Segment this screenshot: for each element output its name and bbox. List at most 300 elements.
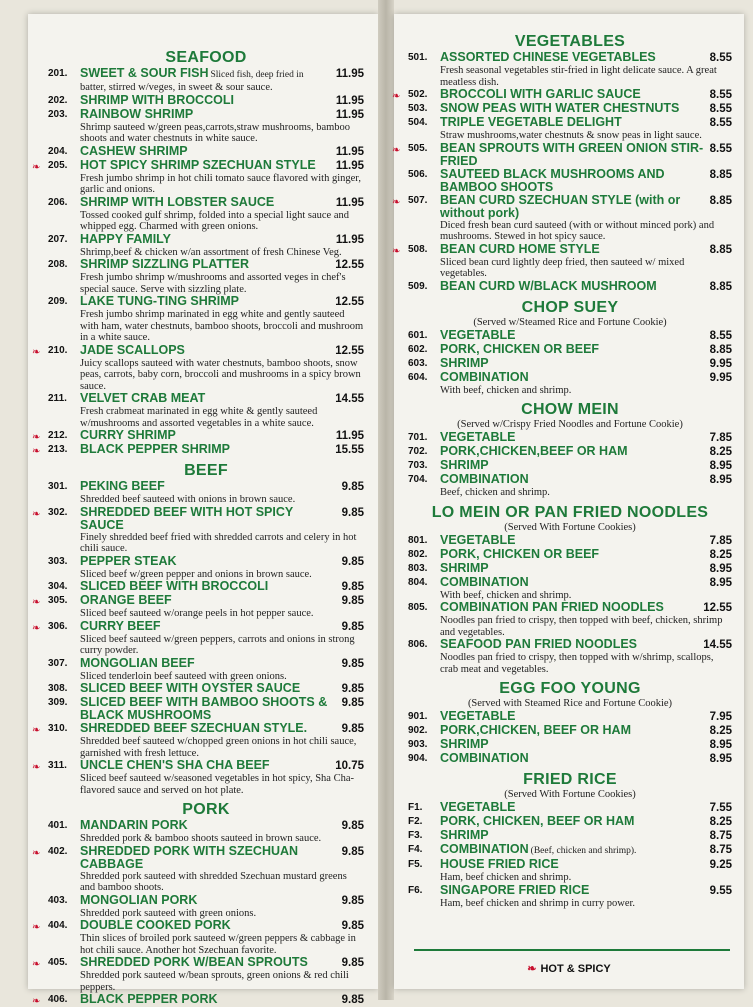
item-name-text: COMBINATION (440, 369, 529, 384)
section-title: PORK (182, 801, 230, 818)
item-name-text: UNCLE CHEN'S SHA CHA BEEF (80, 758, 270, 772)
item-name-line (80, 580, 364, 594)
menu-item (408, 280, 732, 294)
item-number: F2. (408, 816, 423, 827)
section-title: FRIED RICE (523, 771, 617, 788)
item-name-line (440, 445, 732, 459)
item-price: 9.85 (341, 581, 364, 593)
item-description: Fresh crabmeat marinated in egg white & gently sauteed w/mushrooms and assorted vegetables in a white sauce. (80, 406, 318, 429)
hot-pepper-icon: ❧ (32, 847, 41, 859)
item-name (440, 576, 706, 589)
item-number: 205. (48, 159, 68, 171)
item-name (80, 620, 338, 633)
item-name-text: COMBINATION (440, 472, 529, 486)
menu-item (48, 196, 364, 233)
hot-pepper-icon: ❧ (32, 725, 41, 736)
item-description: Noodles pan fried to crispy, then topped with w/shrimp, scallops, crab meat and vegetables. (440, 652, 714, 675)
item-name (440, 343, 706, 356)
item-number: 604. (408, 371, 428, 383)
item-price: 8.55 (709, 103, 732, 115)
item-name (80, 993, 338, 1006)
item-description: With beef, chicken and shrimp. (440, 589, 572, 601)
item-name-text: VEGETABLE (440, 709, 516, 723)
item-description: Thin slices of broiled pork sauteed w/green peppers & cabbage in hot chili sauce. Another hot Szechuan favorite. (80, 933, 356, 956)
hot-pepper-icon: ❧ (32, 622, 41, 634)
menu-column-right (392, 32, 732, 909)
menu-item (48, 682, 364, 696)
item-name-text: MANDARIN PORK (80, 818, 188, 832)
item-name-line (80, 919, 364, 933)
item-name-text: SHREDDED PORK W/BEAN SPROUTS (80, 955, 308, 969)
item-name-line (80, 894, 364, 908)
item-name-line (440, 534, 732, 548)
menu-section (392, 32, 732, 294)
item-name (440, 843, 706, 858)
item-price: 9.85 (341, 595, 364, 607)
item-number: 802. (408, 548, 428, 560)
item-number: F1. (408, 802, 423, 813)
item-description: Sliced beef w/green pepper and onions in brown sauce. (80, 568, 312, 580)
item-name (80, 108, 332, 121)
item-price: 11.95 (335, 94, 364, 107)
hot-pepper-icon: ❧ (392, 91, 401, 102)
item-name-text: PEPPER STEAK (80, 553, 177, 568)
item-name-line (80, 759, 364, 773)
item-number: F5. (408, 859, 423, 870)
item-name (440, 329, 706, 342)
item-name-text: BEAN CURD SZECHUAN STYLE (with or without pork) (440, 192, 681, 220)
item-price: 12.55 (335, 344, 364, 357)
item-price: 8.25 (709, 816, 732, 828)
item-name-line (80, 429, 364, 443)
item-number: 403. (48, 894, 68, 906)
item-description: Straw mushrooms,water chestnuts & snow peas in light sauce. (440, 130, 702, 141)
item-name (80, 159, 332, 172)
menu-item (32, 157, 364, 196)
item-name-text: HOUSE FRIED RICE (440, 857, 559, 871)
item-name (80, 480, 338, 493)
item-number: 502. (408, 89, 428, 100)
item-name-text: HAPPY FAMILY (80, 231, 171, 246)
item-description: Shredded beef sauteed with onions in brown sauce. (80, 494, 296, 505)
menu-item (32, 721, 364, 759)
item-price: 9.85 (341, 845, 364, 858)
item-price: 8.25 (709, 446, 732, 458)
menu-section (408, 400, 732, 499)
item-name (80, 94, 332, 107)
item-name-text: DOUBLE COOKED PORK (80, 918, 231, 932)
legend-divider (414, 949, 730, 951)
item-number: 309. (48, 697, 68, 708)
item-name-line (440, 243, 732, 257)
item-description: Tossed cooked gulf shrimp, folded into a special light sauce and whipped egg. Charmed with green onions. (80, 209, 349, 232)
item-name (440, 710, 706, 723)
hot-pepper-icon: ❧ (32, 597, 41, 608)
item-name-line (80, 344, 364, 358)
item-description: Noodles pan fried to crispy, then topped with beef, chicken, shrimp and vegetables. (440, 615, 723, 638)
item-name (80, 722, 338, 735)
item-number: 207. (48, 233, 68, 245)
item-price: 8.55 (709, 89, 732, 101)
item-name (440, 473, 706, 486)
item-price: 8.55 (709, 142, 732, 155)
item-name-line (440, 431, 732, 445)
menu-item (32, 918, 364, 956)
item-name (80, 894, 338, 907)
item-name (440, 102, 706, 115)
item-price: 8.95 (709, 562, 732, 575)
menu-item (48, 894, 364, 920)
section-subtitle: (Served With Fortune Cookies) (504, 521, 636, 533)
item-name-text: JADE SCALLOPS (80, 342, 185, 357)
item-number: 310. (48, 723, 68, 734)
menu-item (408, 576, 732, 602)
item-number: 405. (48, 957, 68, 968)
item-name (80, 759, 331, 772)
item-name-line (80, 594, 364, 608)
item-description: Fresh jumbo shrimp w/mushrooms and assorted veges in chef's special sauce. Serve with sizzling plate. (80, 272, 346, 295)
section-subtitle: (Served w/Steamed Rice and Fortune Cookie) (473, 316, 667, 328)
item-name (440, 431, 706, 444)
item-name (80, 344, 331, 357)
item-name (80, 819, 338, 832)
item-name-line (440, 51, 732, 65)
item-name-text: COMBINATION PAN FRIED NOODLES (440, 600, 664, 614)
menu-item (408, 534, 732, 548)
item-name (80, 258, 331, 271)
item-name-text: SHREDDED PORK WITH SZECHUAN CABBAGE (80, 843, 299, 871)
item-name (440, 548, 706, 561)
item-inline-note: Sliced fish, deep fried in (210, 70, 304, 80)
item-name-line (80, 295, 364, 309)
item-name-text: SHRIMP WITH BROCCOLI (80, 92, 234, 107)
item-name-line (440, 724, 732, 738)
menu-item (32, 618, 364, 657)
item-name-text: CASHEW SHRIMP (80, 143, 188, 158)
item-price: 9.95 (709, 357, 732, 370)
menu-item (408, 884, 732, 910)
item-number: 311. (48, 760, 67, 771)
item-name (440, 51, 706, 64)
item-number: 801. (408, 534, 428, 546)
item-price: 8.25 (709, 725, 732, 737)
item-name-text: SHREDDED BEEF WITH HOT SPICY SAUCE (80, 504, 293, 532)
item-price: 10.75 (335, 760, 364, 772)
hot-pepper-icon: ❧ (32, 922, 41, 933)
menu-item (408, 829, 732, 843)
menu-section (408, 503, 732, 676)
item-price: 8.55 (709, 329, 732, 342)
section-title: CHOP SUEY (521, 298, 619, 316)
menu-item (32, 593, 364, 620)
menu-section (32, 48, 364, 457)
item-name-text: PORK,CHICKEN,BEEF OR HAM (440, 444, 628, 458)
item-name-line (80, 480, 364, 494)
item-name-line (440, 168, 732, 194)
item-number: 206. (48, 196, 68, 208)
item-name-line (80, 682, 364, 696)
item-description: batter, stirred w/veges, in sweet & sour sauce. (80, 82, 273, 93)
item-name-text: VEGETABLE (440, 430, 516, 444)
item-price: 9.85 (341, 697, 364, 709)
item-name-text: ASSORTED CHINESE VEGETABLES (440, 50, 656, 64)
item-number: 308. (48, 683, 68, 694)
item-name (440, 752, 706, 765)
hot-pepper-icon: ❧ (32, 432, 41, 443)
item-name-line (80, 145, 364, 159)
item-description: Fresh seasonal vegetables stir-fried in light delicate sauce. A great meatless dish. (440, 65, 717, 88)
item-price: 9.55 (709, 884, 732, 897)
section-title: SEAFOOD (165, 49, 247, 66)
menu-item (408, 858, 732, 884)
hot-spicy-legend (394, 962, 744, 975)
menu-item (48, 67, 364, 94)
item-name-text: SHRIMP (440, 355, 489, 370)
item-name-text: SWEET & SOUR FISH (80, 66, 209, 80)
item-name-line (80, 67, 364, 82)
item-name-line (440, 738, 732, 752)
item-name-text: HOT SPICY SHRIMP SZECHUAN STYLE (80, 157, 316, 172)
item-name-line (440, 116, 732, 130)
menu-item (32, 504, 364, 555)
section-title: LO MEIN OR PAN FRIED NOODLES (431, 503, 709, 521)
menu-item (408, 710, 732, 724)
section-title: VEGETABLES (514, 33, 626, 50)
item-number: 902. (408, 725, 428, 736)
item-description: Fresh jumbo shrimp in hot chili tomato sauce flavored with ginger, garlic and onions. (80, 172, 361, 195)
menu-section (408, 298, 732, 397)
item-price: 9.25 (709, 859, 732, 871)
item-name (440, 562, 706, 575)
item-price: 9.85 (341, 894, 364, 907)
menu-item (408, 431, 732, 445)
item-name-text: PORK,CHICKEN, BEEF OR HAM (440, 723, 631, 737)
item-name-line (80, 993, 364, 1007)
item-name-line (80, 722, 364, 736)
hot-pepper-icon: ❧ (392, 196, 401, 208)
menu-item (32, 843, 364, 894)
item-name (440, 638, 699, 651)
item-name (440, 601, 699, 614)
item-price: 9.95 (709, 371, 732, 384)
item-number: 204. (48, 145, 68, 157)
item-number: 201. (48, 68, 68, 79)
section-title: BEEF (184, 462, 228, 479)
menu-item (408, 473, 732, 499)
item-name-line (80, 845, 364, 871)
item-price: 9.85 (341, 820, 364, 832)
item-name-text: BLACK PEPPER PORK (80, 992, 218, 1006)
menu-item (408, 357, 732, 371)
menu-item (408, 752, 732, 766)
item-name-text: COMBINATION (440, 574, 529, 589)
menu-item (392, 192, 732, 243)
item-name (80, 696, 338, 722)
item-name (440, 801, 706, 814)
item-name-line (80, 620, 364, 634)
item-price: 11.95 (335, 68, 364, 80)
item-name-line (80, 555, 364, 569)
item-price: 12.55 (335, 259, 364, 271)
item-name (80, 919, 338, 932)
item-description: Shredded beef sauteed w/chopped green onions in hot chili sauce, garnished with fresh lettuce. (80, 736, 357, 759)
item-name (440, 243, 706, 256)
item-number: 507. (408, 194, 428, 206)
item-description: Finely shredded beef fried with shredded carrots and celery in hot chili sauce. (80, 531, 357, 554)
item-description: Shredded pork sauteed w/bean sprouts, green onions & red chili peppers. (80, 970, 349, 993)
item-name-text: CURRY BEEF (80, 618, 161, 633)
item-description: Fresh jumbo shrimp marinated in egg white and gently sauteed with ham, water chestnuts, bamboo shoots, broccoli and mushroom in a white sauce. (80, 309, 364, 343)
item-name-text: SLICED BEEF WITH BAMBOO SHOOTS & BLACK MUSHROOMS (80, 695, 328, 722)
hot-pepper-icon: ❧ (32, 996, 41, 1007)
item-name-text: COMBINATION (440, 751, 529, 765)
menu-item (408, 601, 732, 638)
item-price: 8.75 (709, 844, 732, 856)
item-price: 8.85 (709, 168, 732, 181)
item-number: 501. (408, 52, 428, 63)
item-name-line (440, 371, 732, 385)
item-name-text: TRIPLE VEGETABLE DELIGHT (440, 115, 622, 129)
item-price: 11.95 (335, 233, 364, 246)
item-number: 402. (48, 845, 68, 857)
item-name (80, 443, 331, 456)
menu-item (48, 108, 364, 145)
menu-item (408, 343, 732, 357)
item-price: 8.55 (709, 117, 732, 129)
item-name-line (440, 473, 732, 487)
item-name-line (440, 638, 732, 652)
item-name-line (80, 443, 364, 457)
item-name-line (440, 329, 732, 343)
item-name-line (440, 102, 732, 116)
item-price: 9.85 (341, 723, 364, 735)
item-name-line (440, 459, 732, 473)
menu-item (408, 562, 732, 576)
item-name-line (440, 858, 732, 872)
item-name-line (440, 815, 732, 829)
item-number: 305. (48, 595, 68, 606)
item-price: 8.95 (709, 739, 732, 751)
item-number: 307. (48, 657, 68, 669)
item-name (80, 580, 338, 593)
menu-item (48, 94, 364, 108)
item-name-text: SHRIMP WITH LOBSTER SAUCE (80, 194, 275, 209)
item-name (80, 682, 338, 695)
item-number: 901. (408, 711, 428, 722)
item-price: 8.95 (709, 576, 732, 589)
item-inline-note: (Beef, chicken and shrimp). (530, 846, 637, 856)
item-number: 404. (48, 920, 68, 931)
item-name-text: MONGOLIAN BEEF (80, 655, 195, 670)
item-number: F3. (408, 830, 423, 841)
item-name (440, 357, 706, 370)
item-name-text: BLACK PEPPER SHRIMP (80, 442, 231, 456)
item-name (80, 145, 332, 158)
item-number: 306. (48, 620, 68, 632)
item-name (80, 196, 332, 209)
item-name-text: PEKING BEEF (80, 479, 165, 493)
item-name (440, 88, 706, 101)
item-name-text: SAUTEED BLACK MUSHROOMS AND BAMBOO SHOOTS (440, 166, 665, 194)
item-name-line (440, 710, 732, 724)
item-name (80, 657, 338, 670)
item-name-line (440, 884, 732, 898)
item-description: Ham, beef chicken and shrimp. (440, 872, 572, 883)
item-name (440, 858, 706, 871)
item-price: 7.55 (709, 802, 732, 814)
item-number: 703. (408, 460, 428, 471)
item-price: 8.85 (709, 280, 732, 293)
item-price: 8.55 (709, 52, 732, 64)
item-name-line (440, 194, 732, 220)
menu-item (32, 442, 364, 457)
item-number: 804. (408, 576, 428, 588)
menu-item (48, 580, 364, 594)
item-name (440, 445, 706, 458)
item-name-line (80, 506, 364, 532)
item-name-text: BEAN CURD HOME STYLE (440, 241, 600, 256)
item-name (80, 594, 338, 607)
menu-item (48, 819, 364, 845)
item-number: 302. (48, 506, 68, 518)
item-number: F6. (408, 884, 423, 896)
item-description: Diced fresh bean curd sauteed (with or without minced pork) and mushrooms. Stewed in hot spicy sauce. (440, 219, 715, 242)
item-number: 208. (48, 259, 68, 270)
item-name-line (440, 280, 732, 294)
hot-pepper-icon: ❧ (392, 245, 401, 257)
hot-pepper-icon: ❧ (527, 963, 537, 975)
item-name-line (80, 956, 364, 970)
menu-item (32, 342, 364, 393)
hot-pepper-icon: ❧ (32, 762, 41, 773)
item-price: 9.85 (341, 657, 364, 670)
item-name-text: SINGAPORE FRIED RICE (440, 882, 590, 897)
item-name (80, 429, 332, 442)
menu-page-left (28, 14, 378, 1007)
item-price: 8.95 (709, 753, 732, 765)
item-name-text: RAINBOW SHRIMP (80, 106, 194, 121)
item-price: 15.55 (335, 444, 364, 456)
item-name-line (80, 196, 364, 210)
item-name-text: VEGETABLE (440, 327, 516, 342)
item-name (80, 392, 331, 405)
item-price: 9.85 (341, 994, 364, 1006)
item-number: 601. (408, 329, 428, 341)
hot-pepper-icon: ❧ (32, 346, 41, 358)
item-price: 9.85 (341, 555, 364, 568)
item-price: 11.95 (335, 430, 364, 442)
item-number: 505. (408, 142, 428, 154)
item-price: 9.85 (341, 683, 364, 695)
item-name-line (80, 233, 364, 247)
item-number: 209. (48, 296, 68, 307)
item-name-line (440, 357, 732, 371)
menu-item (48, 696, 364, 722)
item-name-text: SLICED BEEF WITH OYSTER SAUCE (80, 681, 301, 695)
item-number: 702. (408, 446, 428, 457)
menu-item (408, 843, 732, 858)
item-number: 603. (408, 357, 428, 369)
item-name (440, 116, 706, 129)
item-description: With beef, chicken and shrimp. (440, 384, 572, 396)
item-name-text: COMBINATION (440, 842, 529, 856)
item-name (440, 142, 706, 168)
item-name-text: SHREDDED BEEF SZECHUAN STYLE. (80, 721, 308, 735)
item-number: 805. (408, 602, 428, 613)
item-price: 14.55 (335, 393, 364, 405)
hot-pepper-icon: ❧ (32, 959, 41, 970)
item-price: 11.95 (335, 108, 364, 121)
